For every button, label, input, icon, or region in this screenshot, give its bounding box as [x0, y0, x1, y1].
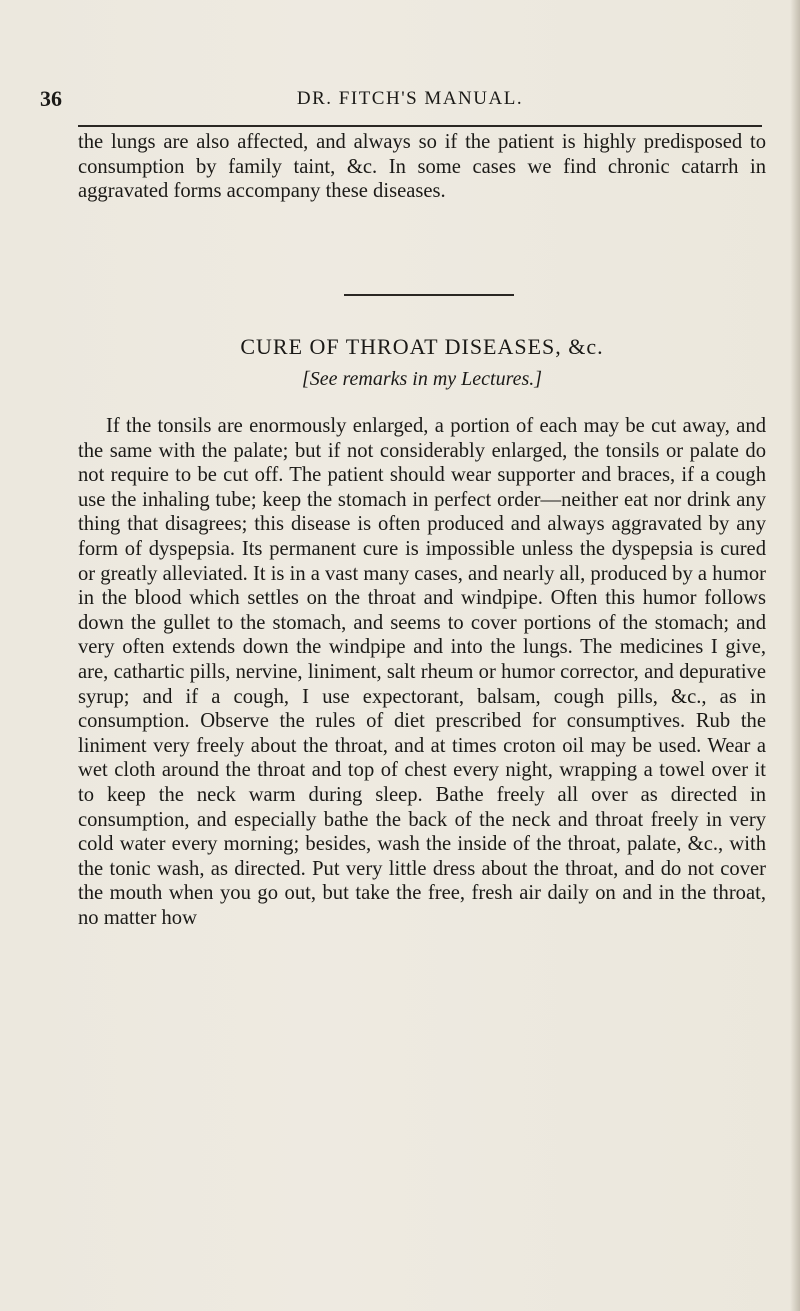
header-rule	[78, 125, 762, 127]
section-subtitle: [See remarks in my Lectures.]	[301, 368, 543, 390]
section-title: CURE OF THROAT DISEASES, &c.	[240, 334, 604, 359]
page-edge-shadow	[790, 0, 800, 1311]
page-number: 36	[40, 86, 62, 111]
paragraph-1: the lungs are also affected, and always so if the patient is highly predisposed to consumption by family taint, &c. In some cases we find chronic catarrh in aggravated forms accompany these diseases.	[78, 131, 766, 203]
page-header	[40, 86, 780, 116]
paragraph-2: If the tonsils are enormously enlarged, a portion of each may be cut away, and the same with the palate; but if not considerably enlarged, the tonsils or palate do not require to be cut off. The patient should wear supporter and braces, if a cough use the inhaling tube; keep the stomach in perfect order—neither eat nor drink any thing that disagrees; this disease is often produced and always aggravated by any form of dyspepsia. Its permanent cure is impossible unless the dyspepsia is cured or greatly alleviated. It is in a vast many cases, and nearly all, produced by a humor in the blood which settles on the throat and windpipe. Often this humor follows down the gullet to the stomach, and seems to cover portions of the stomach; and very often extends down the windpipe and into the lungs. The medicines I give, are, cathartic pills, nervine, liniment, salt rheum or humor corrector, and depurative syrup; and if a cough, I use expectorant, balsam, cough pills, &c., as in consumption. Observe the rules of diet prescribed for consumptives. Rub the liniment very freely about the throat, and at times croton oil may be used. Wear a wet cloth around the throat and top of chest every night, wrapping a towel over it to keep the neck warm during sleep. Bathe freely all over as directed in consumption, and especially bathe the back of the neck and throat freely in very cold water every morning; besides, wash the inside of the throat, palate, &c., with the tonic wash, as directed. Put very little dress about the throat, and do not cover the mouth when you go out, but take the free, fresh air daily on and in the throat, no matter how	[78, 415, 766, 929]
section-divider	[344, 294, 514, 296]
running-head: DR. FITCH'S MANUAL.	[296, 88, 524, 109]
